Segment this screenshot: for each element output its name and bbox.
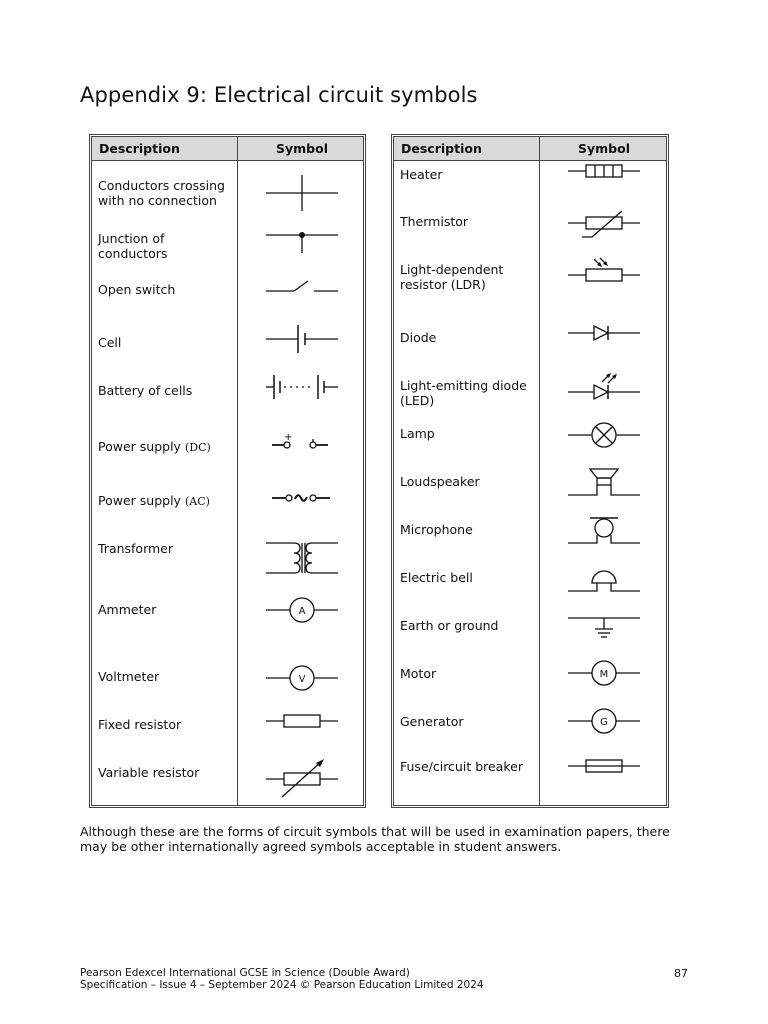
desc-ammeter: Ammeter <box>98 602 157 617</box>
desc-transformer: Transformer <box>98 541 174 556</box>
microphone-symbol <box>566 515 642 545</box>
desc-heater: Heater <box>400 167 443 182</box>
desc-earth: Earth or ground <box>400 618 499 633</box>
page-title: Appendix 9: Electrical circuit symbols <box>80 83 478 107</box>
column-divider <box>539 137 540 805</box>
dc-power-supply-symbol <box>264 431 340 453</box>
svg-text:+: + <box>284 432 293 443</box>
earth-symbol <box>566 611 642 641</box>
generator-symbol <box>566 707 642 735</box>
svg-text:V: V <box>298 674 306 685</box>
desc-voltmeter: Voltmeter <box>98 669 160 684</box>
header-description: Description <box>401 141 482 156</box>
motor-symbol <box>566 659 642 687</box>
header-symbol: Symbol <box>276 141 328 156</box>
ac-power-supply-symbol <box>264 489 340 507</box>
svg-text:A: A <box>298 606 306 617</box>
desc-junction: Junction of conductors <box>98 231 168 261</box>
desc-variable-resistor: Variable resistor <box>98 765 200 780</box>
led-symbol <box>566 370 642 404</box>
fixed-resistor-symbol <box>264 712 340 730</box>
desc-lamp: Lamp <box>400 426 435 441</box>
desc-ldr: Light-dependent resistor (LDR) <box>400 262 504 292</box>
left-symbol-table <box>89 134 366 808</box>
desc-fuse: Fuse/circuit breaker <box>400 759 523 774</box>
desc-thermistor: Thermistor <box>400 214 469 229</box>
open-switch-symbol <box>264 277 340 297</box>
desc-open-switch: Open switch <box>98 282 176 297</box>
column-divider <box>237 137 238 805</box>
desc-dc-power-supply: Power supply (DC) <box>98 439 211 454</box>
desc-motor: Motor <box>400 666 437 681</box>
thermistor-symbol <box>566 207 642 241</box>
svg-text:G: G <box>600 717 608 728</box>
electric-bell-symbol <box>566 565 642 593</box>
svg-text:M: M <box>599 669 609 680</box>
ammeter-symbol <box>264 595 340 625</box>
desc-led: Light-emitting diode (LED) <box>400 378 527 408</box>
heater-symbol <box>566 162 642 180</box>
desc-electric-bell: Electric bell <box>400 570 473 585</box>
lamp-symbol <box>566 421 642 449</box>
header-symbol: Symbol <box>578 141 630 156</box>
desc-conductors-crossing: Conductors crossing with no connection <box>98 178 225 208</box>
desc-microphone: Microphone <box>400 522 473 537</box>
ldr-symbol <box>566 257 642 285</box>
transformer-symbol <box>264 541 340 575</box>
desc-ac-power-supply: Power supply (AC) <box>98 493 210 508</box>
desc-cell: Cell <box>98 335 122 350</box>
conductors-crossing-symbol <box>264 173 340 213</box>
desc-battery: Battery of cells <box>98 383 193 398</box>
examination-note: Although these are the forms of circuit symbols that will be used in examination papers, there may be other internationally agreed symbols acceptable in student answers. <box>80 824 670 854</box>
desc-fixed-resistor: Fixed resistor <box>98 717 182 732</box>
variable-resistor-symbol <box>264 755 340 801</box>
desc-generator: Generator <box>400 714 464 729</box>
junction-symbol <box>264 223 340 257</box>
voltmeter-symbol <box>264 663 340 693</box>
diode-symbol <box>566 323 642 343</box>
header-description: Description <box>99 141 180 156</box>
page-number: 87 <box>674 967 688 980</box>
loudspeaker-symbol <box>566 467 642 497</box>
battery-symbol <box>264 371 340 403</box>
footer-line-2: Specification – Issue 4 – September 2024 © Pearson Education Limited 2024 <box>80 979 484 991</box>
footer <box>80 967 484 991</box>
footer-line-1: Pearson Edexcel International GCSE in Science (Double Award) <box>80 967 410 979</box>
fuse-symbol <box>566 757 642 775</box>
desc-loudspeaker: Loudspeaker <box>400 474 480 489</box>
desc-diode: Diode <box>400 330 437 345</box>
cell-symbol <box>264 323 340 355</box>
right-symbol-table <box>391 134 669 808</box>
